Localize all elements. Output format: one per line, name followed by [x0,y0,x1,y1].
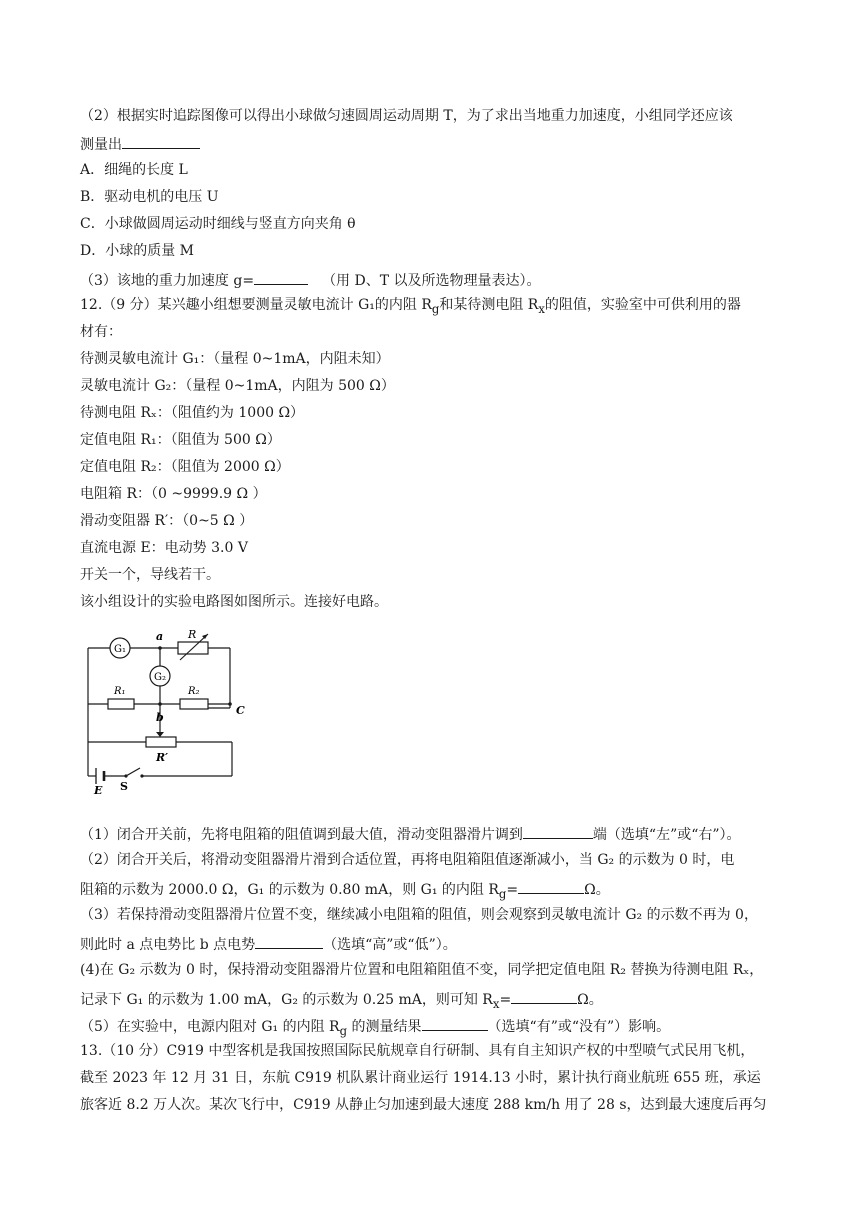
q11-option-d: D．小球的质量 M [80,243,195,259]
q11-option-c: C．小球做圆周运动时细线与竖直方向夹角 θ [80,216,356,232]
q11-option-b: B．驱动电机的电压 U [80,189,219,205]
q12-step4-sub: x [492,996,500,1011]
q12-step5-middle: 的测量结果 [347,1019,422,1035]
q11-part3-suffix: （用 D、T 以及所选物理量表达）。 [322,273,541,289]
q12-step1-prefix: （1）闭合开关前，先将电阻箱的阻值调到最大值，滑动变阻器滑片调到 [80,827,523,843]
q12-step1-suffix: 端（选填“左”或“右”）。 [592,827,741,843]
q12-step4-prefix: 记录下 G₁ 的示数为 1.00 mA，G₂ 的示数为 0.25 mA，则可知 R [80,992,493,1008]
q12-step2-sub: g [498,886,507,901]
equipment-power-supply: 直流电源 E：电动势 3.0 V [80,540,248,556]
rheostat-icon [146,737,176,747]
q12-step1-answer-blank[interactable] [523,822,593,839]
q11-part2-line1: （2）根据实时追踪图像可以得出小球做匀速圆周运动周期 T，为了求出当地重力加速度，小组同学还应该 [80,108,733,124]
resistor-r1-icon [108,699,134,709]
q12-intro-text-c: 的阻值，实验室中可供利用的器 [544,297,741,313]
q11-part2-line2 [80,132,790,155]
g1-label: G₁ [114,644,126,655]
q11-part3 [80,268,790,291]
q12-step4-answer-blank[interactable] [511,987,577,1004]
equipment-r2: 定值电阻 R₂：（阻值为 2000 Ω） [80,459,290,475]
equipment-g2: 灵敏电流计 G₂：（量程 0~1mA，内阻为 500 Ω） [80,378,395,394]
r-label: R [188,628,197,641]
r1-label: R₁ [114,686,126,697]
g2-label: G₂ [154,672,166,683]
q12-step4-line2 [80,987,790,1014]
q12-step5-prefix: （5）在实验中，电源内阻对 G₁ 的内阻 R [80,1019,340,1035]
equipment-r1: 定值电阻 R₁：（阻值为 500 Ω） [80,432,281,448]
circuit-diagram [84,628,254,794]
q12-step5 [80,1014,790,1041]
q12-intro-line2: 材有： [80,324,122,340]
q11-option-a: A．细绳的长度 L [80,162,188,178]
node-c-label: C [236,704,245,717]
switch-icon [126,768,140,776]
q12-step2-answer-blank[interactable] [518,877,584,894]
q12-step3-prefix: 则此时 a 点电势比 b 点电势 [80,937,256,953]
q12-intro-line1 [80,295,790,319]
q12-step3-line2 [80,932,790,955]
q12-step3-suffix: （选填“高”或“低”）。 [323,937,457,953]
q12-step2-line2 [80,877,790,904]
q12-intro-text-a: 12.（9 分）某兴趣小组想要测量灵敏电流计 G₁的内阻 R [80,297,432,313]
equipment-g1: 待测灵敏电流计 G₁：（量程 0~1mA，内阻未知） [80,351,390,367]
q12-step3-line1: （3）若保持滑动变阻器滑片位置不变，继续减小电阻箱的阻值，则会观察到灵敏电流计 G₂ 的示数不再为 0， [80,907,758,923]
q12-step2-line1: （2）闭合开关后，将滑动变阻器滑片滑到合适位置，再将电阻箱阻值逐渐减小，当 G₂ 的示数为 0 时，电 [80,852,735,868]
q12-step1 [80,822,790,845]
node-a-label: a [156,630,164,643]
equipment-switch-wires: 开关一个，导线若干。 [80,567,220,583]
equipment-resistance-box: 电阻箱 R：（0 ~9999.9 Ω ） [80,486,267,502]
q12-step4-equals: = [499,992,512,1008]
q11-part3-answer-blank[interactable] [254,268,308,285]
q12-step2-unit: Ω。 [584,882,610,898]
rprime-label: R′ [156,751,169,764]
q12-step5-suffix: （选填“有”或“没有”）影响。 [487,1019,671,1035]
battery-e-label: E [94,784,103,794]
q12-design-text: 该小组设计的实验电路图如图所示。连接好电路。 [80,594,388,610]
q12-step2-prefix: 阻箱的示数为 2000.0 Ω，G₁ 的示数为 0.80 mA，则 G₁ 的内阻 R [80,882,499,898]
resistor-r2-icon [180,699,208,709]
q12-step5-answer-blank[interactable] [422,1014,488,1031]
q11-part2-answer-blank[interactable] [122,132,200,149]
equipment-rheostat: 滑动变阻器 R′：（0~5 Ω ） [80,513,254,529]
q13-line2: 截至 2023 年 12 月 31 日，东航 C919 机队累计商业运行 1914.13 小时，累计执行商业航班 655 班，承运 [80,1070,761,1086]
r2-label: R₂ [188,686,200,697]
equipment-rx: 待测电阻 Rₓ：（阻值约为 1000 Ω） [80,405,305,421]
switch-s-label: S [120,780,128,793]
q13-line3: 旅客近 8.2 万人次。某次飞行中，C919 从静止匀加速到最大速度 288 km/h 用了 28 s，达到最大速度后再匀 [80,1097,767,1113]
q12-intro-text-b: 和某待测电阻 R [439,297,539,313]
q12-step2-equals: = [506,882,519,898]
node-b-label: b [156,711,164,724]
q12-step4-line1: (4)在 G₂ 示数为 0 时，保持滑动变阻器滑片位置和电阻箱阻值不变，同学把定值电阻 R₂ 替换为待测电阻 Rₓ， [80,962,764,978]
q12-intro-sub-g: g [431,301,440,316]
q12-step3-answer-blank[interactable] [255,932,323,949]
q12-step5-sub: g [339,1023,348,1038]
q13-line1: 13.（10 分）C919 中型客机是我国按照国际民航规章自行研制、具有自主知识产权的中型喷气式民用飞机， [80,1043,755,1059]
q11-part3-prefix: （3）该地的重力加速度 g= [80,273,255,289]
q12-step4-unit: Ω。 [577,992,603,1008]
q11-part2-prefix: 测量出 [80,137,122,153]
q12-intro-sub-x: x [538,301,545,316]
